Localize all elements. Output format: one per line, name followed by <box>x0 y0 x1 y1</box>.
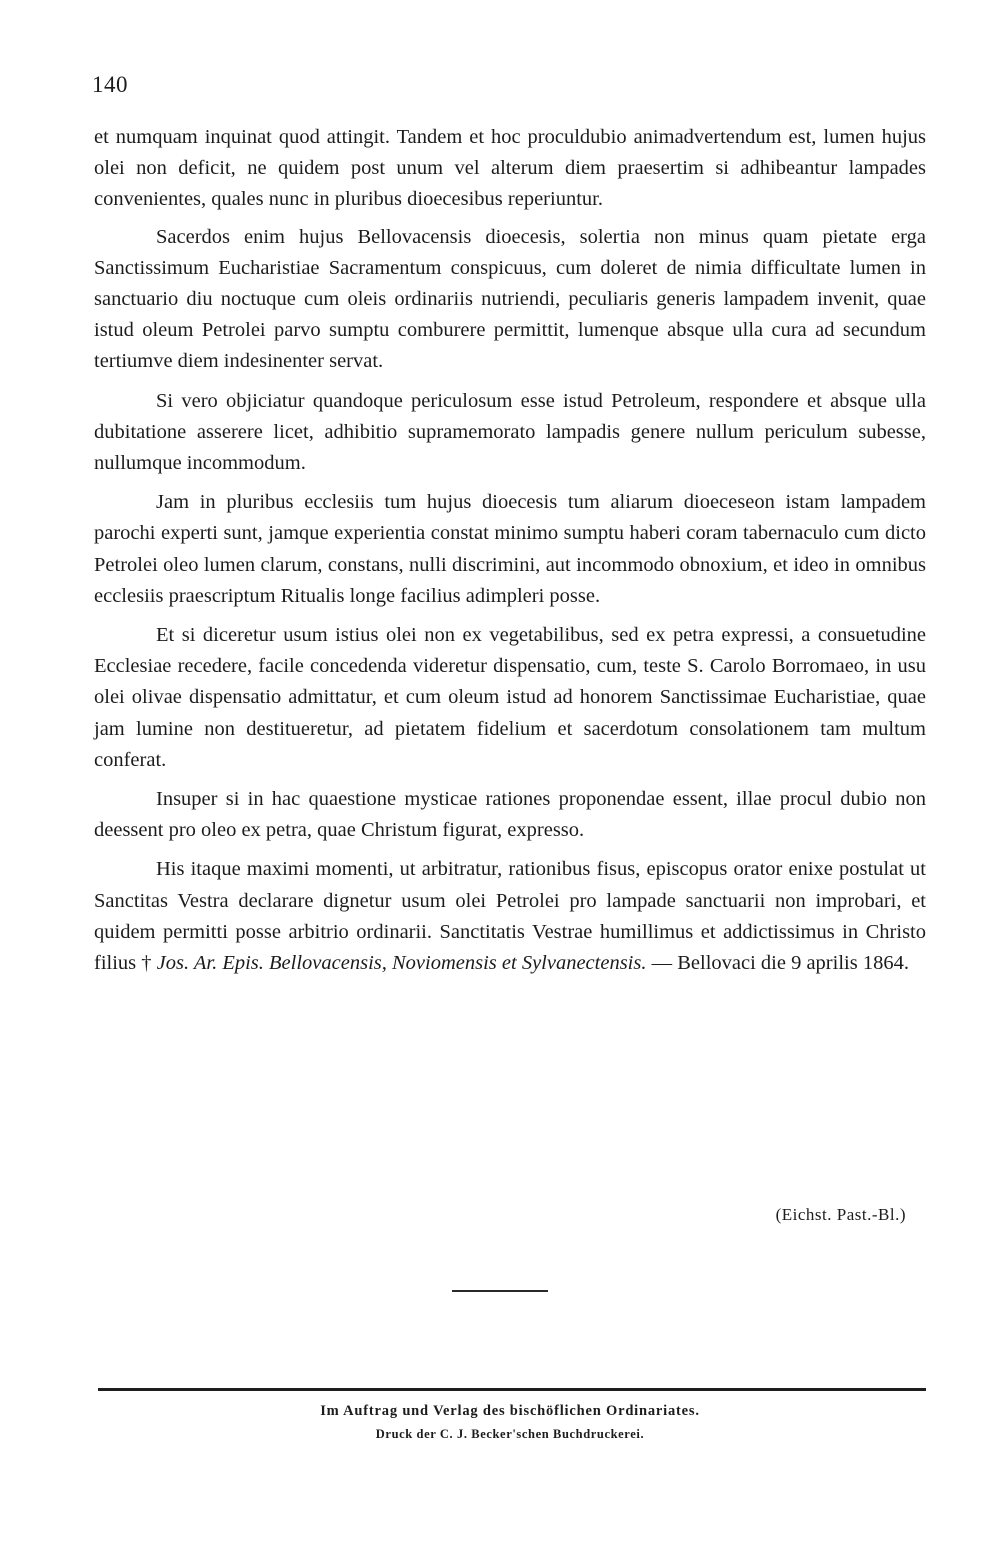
signature-dash: — <box>651 952 673 975</box>
paragraph-et-si-diceretur: Et si diceretur usum istius olei non ex vegetabilibus, sed ex petra expressi, a consuetudine Ecclesiae recedere, facile concedenda videretur dispensatio, cum, teste S. Carolo Borromaeo, in usu olei olivae dispensatio admittatur, et cum oleum istud ad honorem Sanctissimae Eucharistiae, quae jam lumine non destitueretur, ad pietatem fidelium et sacerdotum consolationem tam multum conferat. <box>94 624 926 771</box>
footer-rule <box>98 1388 926 1391</box>
paragraph-sacerdos: Sacerdos enim hujus Bellovacensis dioecesis, solertia non minus quam pietate erga Sanctissimum Eucharistiae Sacramentum conspicuus, cum doleret de nimia difficultate lumen in sanctuario diu noctuque cum oleis ordinariis nutriendi, peculiaris generis lampadem invenit, quae istud oleum Petrolei parvo sumptu comburere permittit, lumenque absque ulla cura ad secundum tertiumve diem indesinenter servat. <box>94 225 926 373</box>
paragraph-continuation: et numquam inquinat quod attingit. Tandem et hoc proculdubio animadvertendum est, lumen hujus olei non deficit, ne quidem post unum vel alterum diem praesertim si adhibeantur lampades convenientes, quales nunc in pluribus dioecesibus reperiuntur. <box>94 126 926 211</box>
body-text <box>94 122 926 987</box>
section-divider-short <box>452 1290 548 1292</box>
imprint-publisher: Im Auftrag und Verlag des bischöflichen Ordinariates. <box>320 1403 700 1419</box>
paragraph-jam-in-pluribus: Jam in pluribus ecclesiis tum hujus dioecesis tum aliarum dioeceseon istam lampadem parochi experti sunt, jamque experientia constat minimo sumptu haberi coram tabernaculo cum dicto Petrolei oleo lumen clarum, constans, nulli discrimini, aut incommodo obnoxium, et ideo in omnibus ecclesiis praescriptum Ritualis longe facilius adimpleri posse. <box>94 491 926 607</box>
place-date: Bellovaci die 9 aprilis 1864. <box>677 952 909 975</box>
paragraph-si-vero: Si vero objiciatur quandoque periculosum esse istud Petroleum, respondere et absque ulla dubitatione asserere licet, adhibitio supramemorato lampadis genere nullum periculum subesse, nullumque incommodum. <box>94 389 926 475</box>
paragraph-insuper: Insuper si in hac quaestione mysticae rationes proponendae essent, illae procul dubio non deessent pro oleo ex petra, quae Christum figurat, expresso. <box>94 788 926 842</box>
paragraph-his-itaque <box>94 854 926 979</box>
page-number: 140 <box>92 72 128 97</box>
bishop-signature: Jos. Ar. Epis. Bellovacensis, Noviomensis et Sylvanectensis. <box>156 952 647 975</box>
source-note: (Eichst. Past.-Bl.) <box>775 1205 906 1224</box>
closing-text: His itaque maximi momenti, ut arbitratur, rationibus fisus, episcopus orator enixe postulat ut Sanctitas Vestra declarare dignetur usum olei Petrolei pro lampade sanctuarii non improbari, et quidem permitti posse arbitrio ordinarii. Sanctitatis Vestrae humillimus et addictissimus in Christo filius <box>94 858 926 975</box>
cross-symbol: † <box>141 952 152 975</box>
imprint-printer: Druck der C. J. Becker'schen Buchdruckerei. <box>375 1427 645 1441</box>
